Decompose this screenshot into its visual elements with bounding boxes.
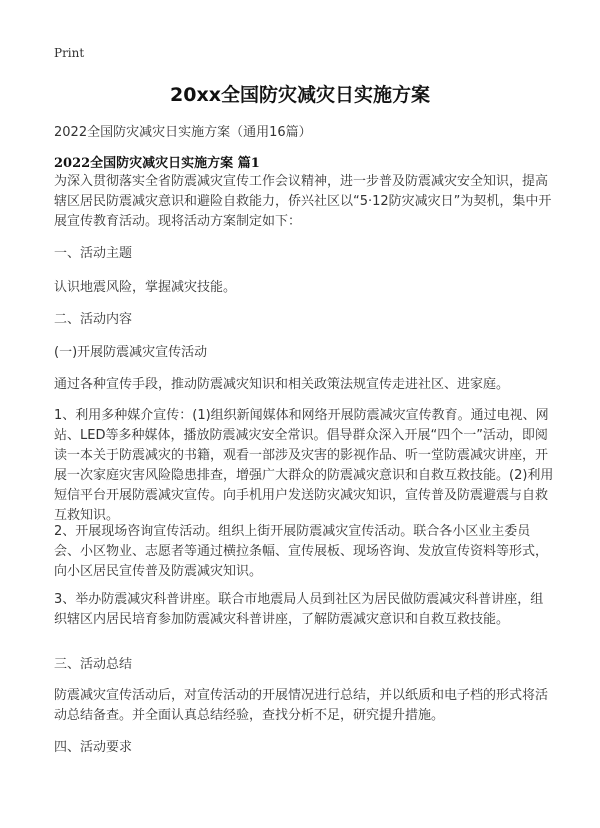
item-media-publicity: 1、利用多种媒介宣传：(1)组织新闻媒体和网络开展防震减灾宣传教育。通过电视、网站、LED等多种媒体，播放防震减灾安全常识。倡导群众深入开展“四个一”活动，即阅读一本关于防震减灾的书籍，观看一部涉及灾害的影视作品、听一堂防震减灾讲座，开展一次家庭灾害风险隐患排查，增强广大群众的防震减灾意识和自救互救技能。(2)利用短信平台开展防震减灾宣传。向手机用户发送防灾减灾知识，宣传普及防震避震与自救互救知识。 [54,408,554,523]
heading-theme: 一、活动主题 [54,246,133,261]
intro-paragraph: 为深入贯彻落实全省防震减灾宣传工作会议精神，进一步普及防震减灾安全知识，提高辖区居民防震减灾意识和避险自救能力，侨兴社区以“5·12防灾减灾日”为契机，集中开展宣传教育活动。现将活动方案制定如下： [54,174,552,229]
item-science-lecture: 3、举办防震减灾科普讲座。联合市地震局人员到社区为居民做防震减灾科普讲座，组织辖区内居民培育参加防震减灾科普讲座，了解防震减灾意识和自救互救技能。 [54,592,544,627]
heading-requirements: 四、活动要求 [54,740,133,755]
document-title: 20xx全国防灾减灾日实施方案 [170,84,430,106]
item-onsite-consulting: 2、开展现场咨询宣传活动。组织上街开展防震减灾宣传活动。联合各小区业主委员会、小区物业、志愿者等通过横拉条幅、宣传展板、现场咨询、发放宣传资料等形式，向小区居民宣传普及防震减灾知识。 [54,524,549,579]
publicity-intro: 通过各种宣传手段，推动防震减灾知识和相关政策法规宣传走进社区、进家庭。 [54,377,510,392]
subheading-publicity: (一)开展防震减灾宣传活动 [54,345,208,360]
summary-text: 防震减灾宣传活动后，对宣传活动的开展情况进行总结，并以纸质和电子档的形式将活动总结备查。并全面认真总结经验，查找分析不足，研究提升措施。 [54,688,549,723]
heading-summary: 三、活动总结 [54,657,133,672]
print-link[interactable]: Print [54,46,85,60]
heading-content: 二、活动内容 [54,312,133,327]
document-subtitle: 2022全国防灾减灾日实施方案（通用16篇） [54,125,312,140]
section-title: 2022全国防灾减灾日实施方案 篇1 [54,156,260,171]
theme-text: 认识地震风险，掌握减灾技能。 [54,280,237,295]
